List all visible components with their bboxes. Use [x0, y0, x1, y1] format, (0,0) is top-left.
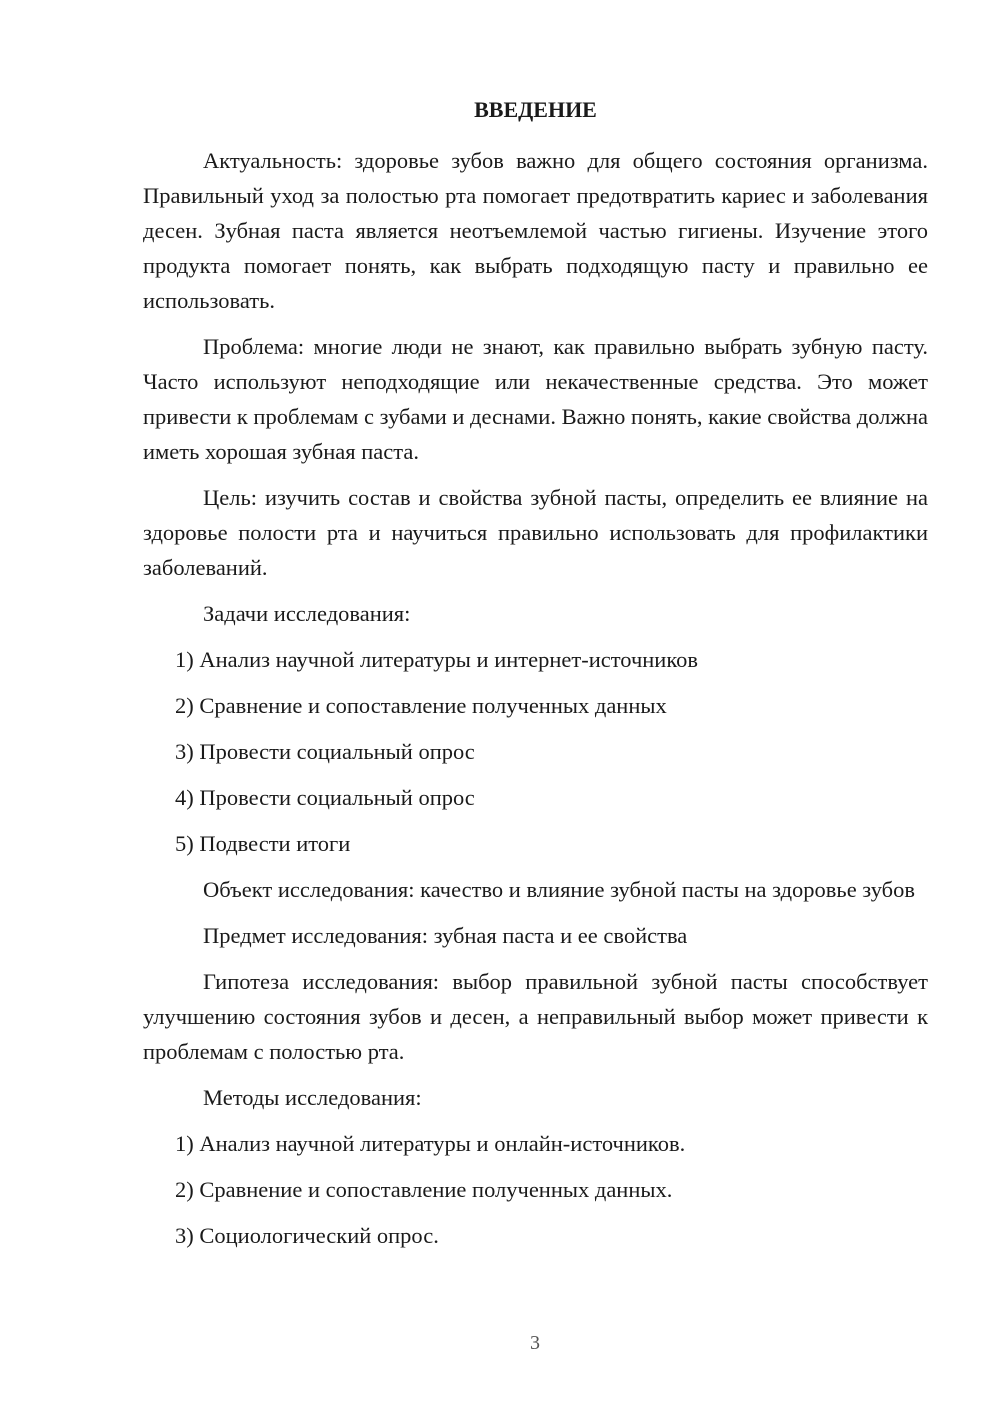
task-item: 2) Сравнение и сопоставление полученных данных — [175, 693, 667, 718]
method-item: 1) Анализ научной литературы и онлайн-источников. — [175, 1131, 686, 1156]
actuality-paragraph: Актуальность: здоровье зубов важно для общего состояния организма. Правильный уход за полостью рта помогает предотвратить кариес и заболевания десен. Зубная паста является неотъемлемой частью гигиены. Изучение этого продукта помогает понять, как выбрать подходящую пасту и правильно ее использовать. — [143, 148, 928, 313]
task-item: 3) Провести социальный опрос — [175, 739, 475, 764]
page-number: 3 — [530, 1332, 540, 1354]
problem-paragraph: Проблема: многие люди не знают, как правильно выбрать зубную пасту. Часто используют неподходящие или некачественные средства. Это может привести к проблемам с зубами и деснами. Важно понять, какие свойства должна иметь хорошая зубная паста. — [143, 334, 928, 464]
goal-paragraph: Цель: изучить состав и свойства зубной пасты, определить ее влияние на здоровье полости рта и научиться правильно использовать для профилактики заболеваний. — [143, 485, 928, 580]
object-paragraph: Объект исследования: качество и влияние зубной пасты на здоровье зубов — [203, 877, 915, 902]
hypothesis-paragraph: Гипотеза исследования: выбор правильной зубной пасты способствует улучшению состояния зубов и десен, а неправильный выбор может привести к проблемам с полостью рта. — [143, 969, 928, 1064]
task-item: 1) Анализ научной литературы и интернет-источников — [175, 647, 699, 672]
method-item: 3) Социологический опрос. — [175, 1223, 439, 1248]
task-item: 4) Провести социальный опрос — [175, 785, 475, 810]
document-page — [143, 94, 928, 1264]
methods-heading: Методы исследования: — [203, 1085, 422, 1110]
method-item: 2) Сравнение и сопоставление полученных данных. — [175, 1177, 673, 1202]
section-title: ВВЕДЕНИЕ — [474, 97, 597, 122]
task-item: 5) Подвести итоги — [175, 831, 351, 856]
tasks-heading: Задачи исследования: — [203, 601, 411, 626]
subject-paragraph: Предмет исследования: зубная паста и ее свойства — [203, 923, 688, 948]
